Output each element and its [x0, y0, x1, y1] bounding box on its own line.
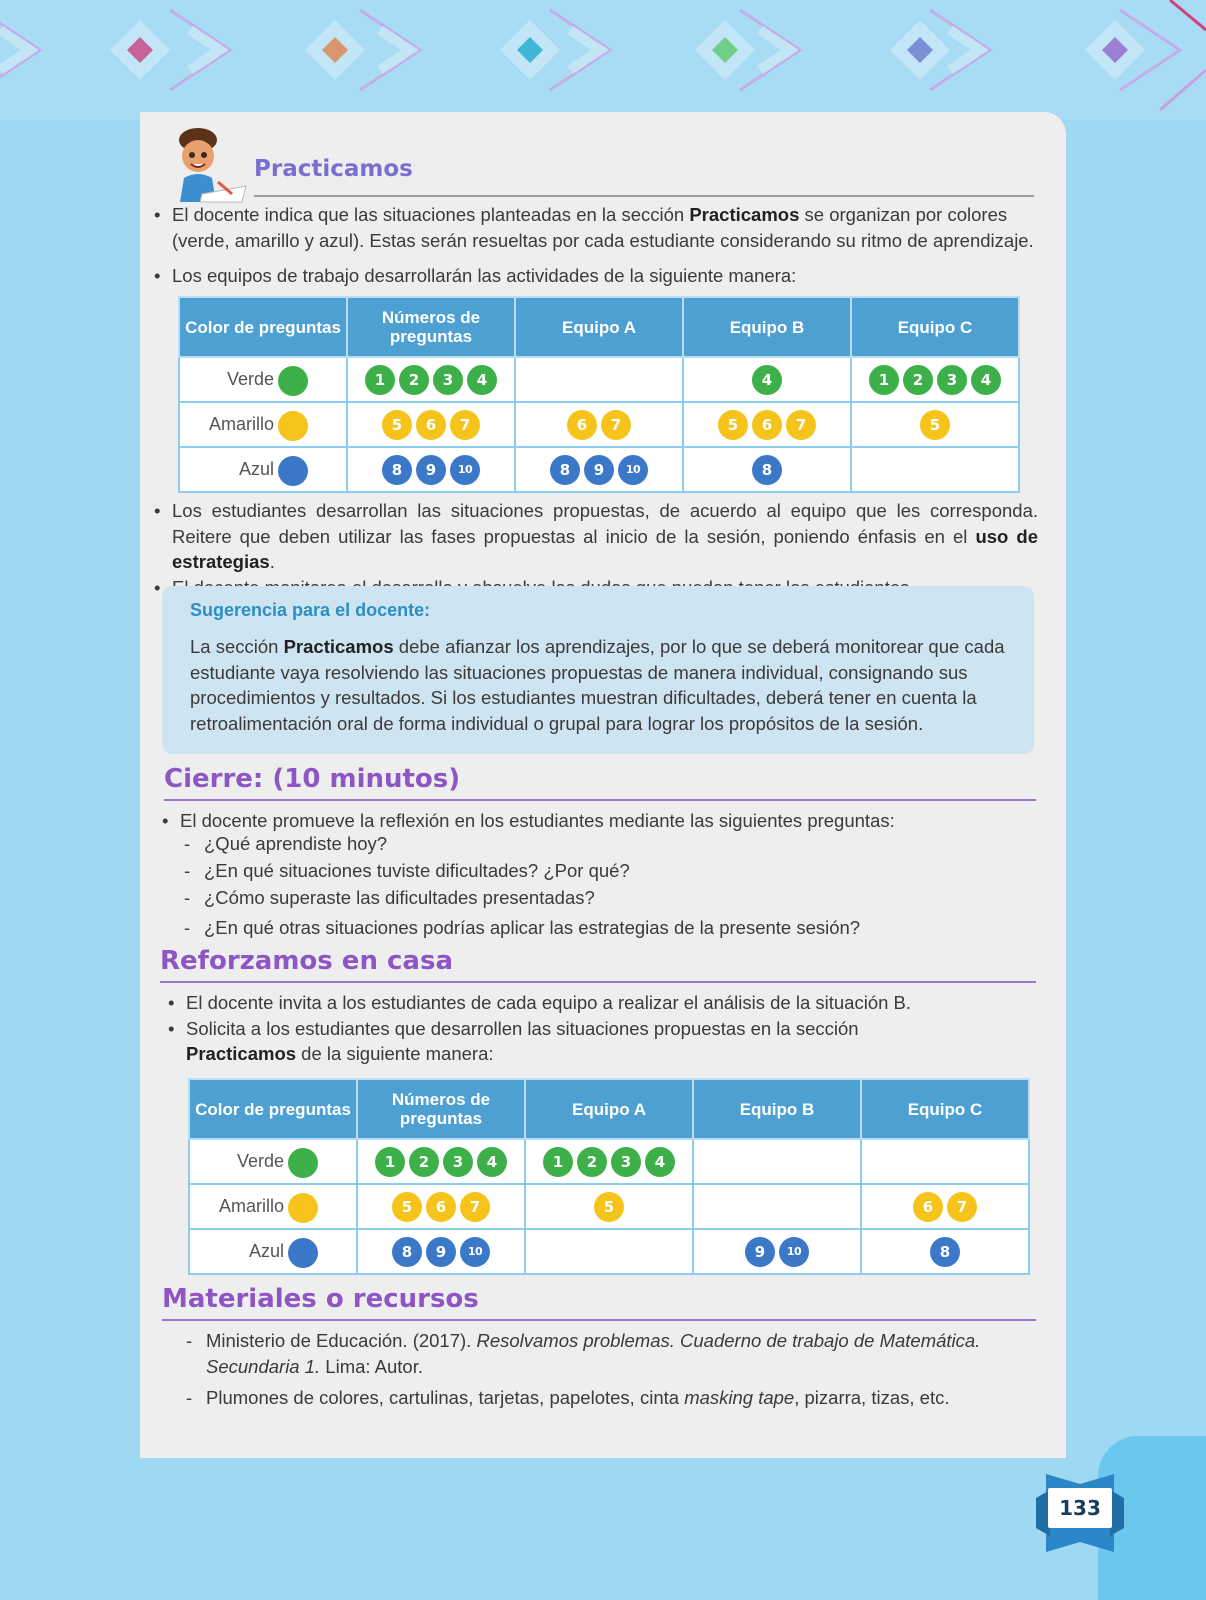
column-header: Equipo A [515, 297, 683, 357]
question-number-badge: 5 [718, 410, 748, 440]
list-item: - ¿En qué otras situaciones podrías aplicar las estrategias de la presente sesión? [182, 914, 1032, 941]
column-header: Equipo B [683, 297, 851, 357]
numeros-cell [347, 447, 515, 492]
home-assignment-table [188, 1078, 1030, 1275]
color-cell [189, 1139, 357, 1184]
color-cell [179, 357, 347, 402]
question-number-badge: 8 [392, 1237, 422, 1267]
color-swatch-icon [288, 1238, 318, 1268]
question-number-badge: 5 [594, 1192, 624, 1222]
intro-bullet-list [148, 202, 1038, 289]
equipo-a-cell [515, 447, 683, 492]
section-title: Practicamos [254, 156, 413, 182]
suggestion-text: La sección Practicamos debe afianzar los aprendizajes, por lo que se deberá monitorear que cada estudiante vaya resolviendo las situaciones propuestas de manera individual, consignando sus procedimientos y resultados. Si los estudiantes muestran dificultades, deberá tener en cuenta la retroalimentación oral de forma individual o grupal para lograr los propósitos de la sesión. [190, 636, 1005, 734]
list-item: - ¿Cómo superaste las dificultades presentadas? [182, 884, 1032, 911]
question-number-badge: 8 [382, 455, 412, 485]
equipo-a-cell [525, 1229, 693, 1274]
equipo-b-cell [683, 402, 851, 447]
reflection-questions [182, 830, 1032, 941]
list-item: • El docente promueve la reflexión en los estudiantes mediante las siguientes preguntas: [156, 808, 1036, 834]
color-label: Amarillo [218, 1196, 284, 1216]
question-number-badge: 4 [971, 365, 1001, 395]
question-number-badge: 4 [477, 1147, 507, 1177]
question-number-badge: 1 [543, 1147, 573, 1177]
numeros-cell [357, 1139, 525, 1184]
materials-list [184, 1328, 984, 1411]
numeros-cell [357, 1184, 525, 1229]
cierre-divider [164, 799, 1036, 801]
list-item: - Ministerio de Educación. (2017). Resolvamos problemas. Cuaderno de trabajo de Matemática. Secundaria 1. Lima: Autor. [184, 1328, 984, 1379]
color-swatch-icon [288, 1148, 318, 1178]
color-cell [189, 1184, 357, 1229]
color-swatch-icon [288, 1193, 318, 1223]
list-item: - ¿Qué aprendiste hoy? [182, 830, 1032, 857]
question-number-badge: 7 [786, 410, 816, 440]
list-item: • El docente indica que las situaciones planteadas en la sección Practicamos se organizan por colores (verde, amarillo y azul). Estas serán resueltas por cada estudiante considerando su ritmo de aprendizaje. [148, 202, 1038, 253]
list-item: • El docente invita a los estudiantes de cada equipo a realizar el análisis de la situación B. [162, 990, 972, 1016]
question-number-badge: 9 [745, 1237, 775, 1267]
question-number-badge: 7 [460, 1192, 490, 1222]
question-number-badge: 9 [584, 455, 614, 485]
color-label: Amarillo [208, 414, 274, 434]
teacher-suggestion-box [162, 586, 1034, 754]
column-header: Equipo B [693, 1079, 861, 1139]
question-number-badge: 3 [937, 365, 967, 395]
reforzamos-heading: Reforzamos en casa [160, 946, 453, 976]
color-label: Verde [226, 369, 274, 389]
equipo-b-cell [683, 357, 851, 402]
column-header: Números de preguntas [357, 1079, 525, 1139]
question-number-badge: 3 [433, 365, 463, 395]
numeros-cell [357, 1229, 525, 1274]
question-number-badge: 3 [611, 1147, 641, 1177]
question-number-badge: 2 [577, 1147, 607, 1177]
section-header [172, 122, 1034, 206]
question-number-badge: 5 [920, 410, 950, 440]
question-number-badge: 6 [567, 410, 597, 440]
equipo-b-cell [693, 1139, 861, 1184]
column-header: Números de preguntas [347, 297, 515, 357]
question-number-badge: 1 [365, 365, 395, 395]
equipo-c-cell [851, 447, 1019, 492]
equipo-b-cell [693, 1229, 861, 1274]
suggestion-title: Sugerencia para el docente: [190, 600, 431, 620]
question-number-badge: 6 [752, 410, 782, 440]
column-header: Color de preguntas [179, 297, 347, 357]
equipo-b-cell [693, 1184, 861, 1229]
team-assignment-table [178, 296, 1020, 493]
color-swatch-icon [278, 366, 308, 396]
list-item: - ¿En qué situaciones tuviste dificultades? ¿Por qué? [182, 857, 1032, 884]
question-number-badge: 2 [399, 365, 429, 395]
question-number-badge: 7 [601, 410, 631, 440]
question-number-badge: 2 [409, 1147, 439, 1177]
equipo-c-cell [851, 357, 1019, 402]
list-item: • Los estudiantes desarrollan las situaciones propuestas, de acuerdo al equipo que les corresponda. Reitere que deben utilizar las fases propuestas al inicio de la sesión, poniendo énfasis en el uso de estrategias. [148, 498, 1038, 575]
column-header: Color de preguntas [189, 1079, 357, 1139]
materiales-divider [162, 1319, 1036, 1321]
column-header: Equipo A [525, 1079, 693, 1139]
cierre-heading: Cierre: (10 minutos) [164, 764, 461, 794]
equipo-c-cell [851, 402, 1019, 447]
question-number-badge: 8 [930, 1237, 960, 1267]
reforzamos-divider [160, 981, 1036, 983]
question-number-badge: 10 [460, 1237, 490, 1267]
section-divider [254, 195, 1034, 197]
question-number-badge: 7 [947, 1192, 977, 1222]
equipo-a-cell [525, 1139, 693, 1184]
question-number-badge: 5 [392, 1192, 422, 1222]
equipo-c-cell [861, 1229, 1029, 1274]
page-number: 133 [1059, 1496, 1101, 1520]
question-number-badge: 4 [752, 365, 782, 395]
numeros-cell [347, 357, 515, 402]
process-bullet-list [148, 498, 1038, 600]
question-number-badge: 9 [416, 455, 446, 485]
question-number-badge: 1 [375, 1147, 405, 1177]
student-writing-icon [172, 122, 252, 206]
question-number-badge: 1 [869, 365, 899, 395]
color-label: Azul [248, 1241, 284, 1261]
question-number-badge: 7 [450, 410, 480, 440]
materiales-heading: Materiales o recursos [162, 1284, 479, 1314]
equipo-a-cell [515, 402, 683, 447]
equipo-c-cell [861, 1184, 1029, 1229]
question-number-badge: 3 [443, 1147, 473, 1177]
color-cell [179, 402, 347, 447]
question-number-badge: 10 [450, 455, 480, 485]
equipo-a-cell [525, 1184, 693, 1229]
color-label: Azul [238, 459, 274, 479]
table-row [179, 357, 1019, 402]
question-number-badge: 5 [382, 410, 412, 440]
page-panel [140, 112, 1066, 1458]
column-header: Equipo C [851, 297, 1019, 357]
color-swatch-icon [278, 456, 308, 486]
question-number-badge: 9 [426, 1237, 456, 1267]
color-cell [189, 1229, 357, 1274]
question-number-badge: 4 [467, 365, 497, 395]
question-number-badge: 6 [913, 1192, 943, 1222]
reforzamos-bullet-list [162, 990, 972, 1067]
table-row [189, 1139, 1029, 1184]
color-label: Verde [236, 1151, 284, 1171]
numeros-cell [347, 402, 515, 447]
equipo-c-cell [861, 1139, 1029, 1184]
list-item: • Los equipos de trabajo desarrollarán las actividades de la siguiente manera: [148, 263, 1038, 289]
decorative-banner [0, 0, 1206, 120]
question-number-badge: 2 [903, 365, 933, 395]
question-number-badge: 4 [645, 1147, 675, 1177]
equipo-a-cell [515, 357, 683, 402]
question-number-badge: 6 [426, 1192, 456, 1222]
table-row [189, 1229, 1029, 1274]
color-swatch-icon [278, 411, 308, 441]
question-number-badge: 10 [779, 1237, 809, 1267]
table-row [179, 447, 1019, 492]
color-cell [179, 447, 347, 492]
list-item: - Plumones de colores, cartulinas, tarjetas, papelotes, cinta masking tape, pizarra, tizas, etc. [184, 1385, 984, 1411]
column-header: Equipo C [861, 1079, 1029, 1139]
question-number-badge: 10 [618, 455, 648, 485]
question-number-badge: 8 [550, 455, 580, 485]
table-row [189, 1184, 1029, 1229]
question-number-badge: 8 [752, 455, 782, 485]
list-item: • Solicita a los estudiantes que desarrollen las situaciones propuestas en la sección Practicamos de la siguiente manera: [162, 1016, 972, 1067]
equipo-b-cell [683, 447, 851, 492]
table-row [179, 402, 1019, 447]
question-number-badge: 6 [416, 410, 446, 440]
